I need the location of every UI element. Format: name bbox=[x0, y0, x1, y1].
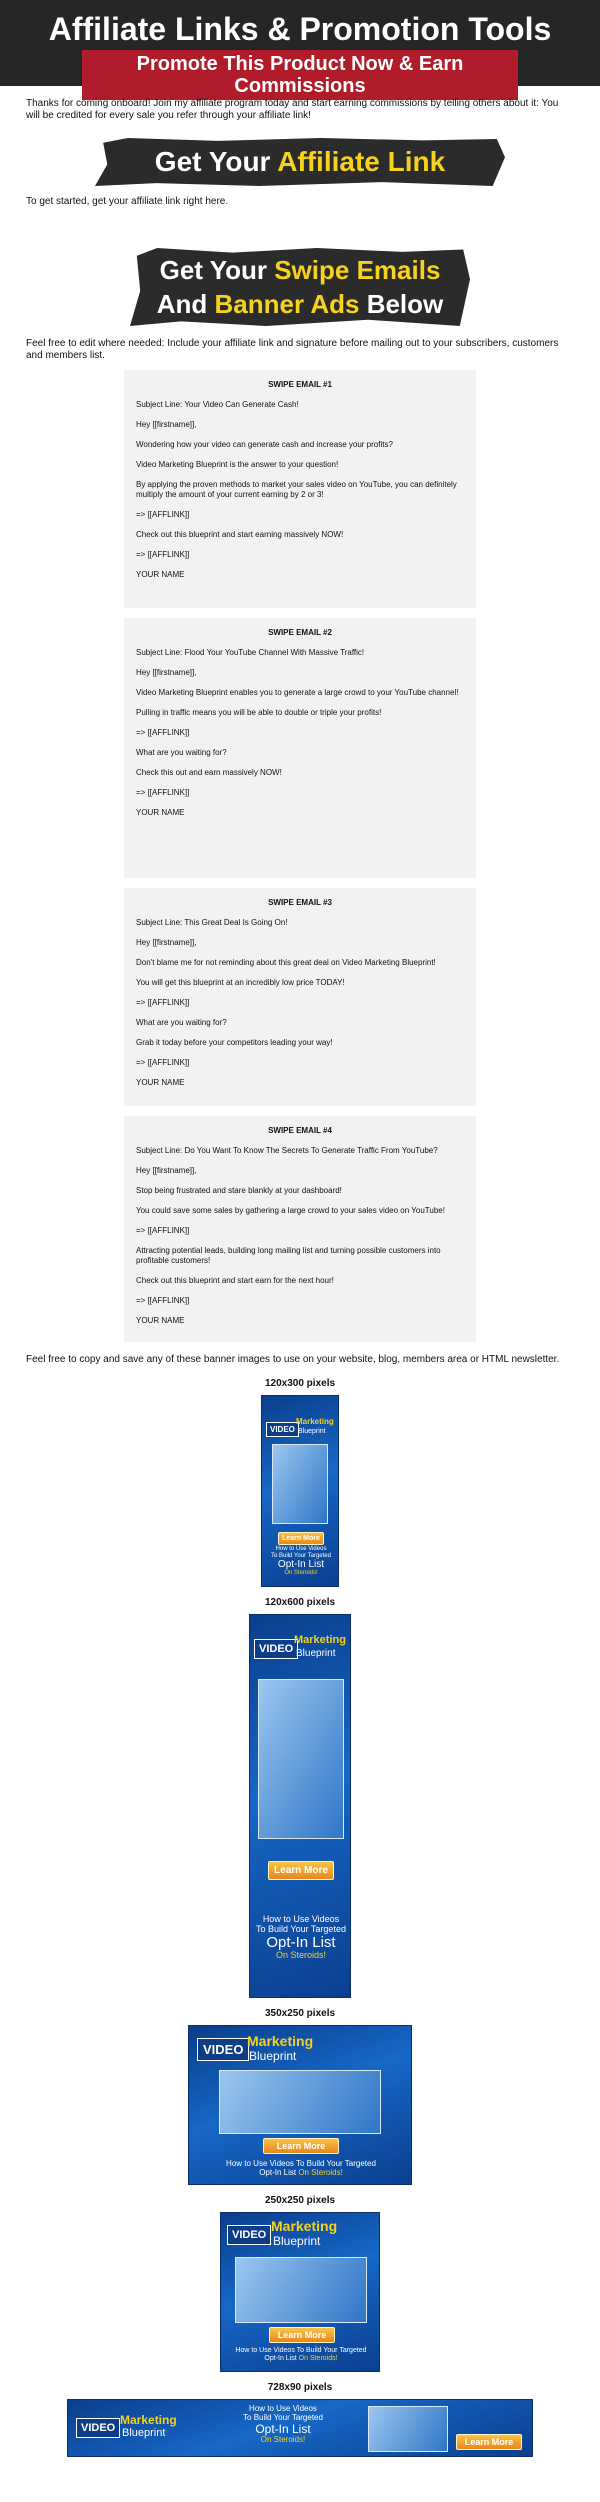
banner-logo: VIDEO bbox=[254, 1639, 298, 1659]
banner-learn-more-button[interactable]: Learn More bbox=[269, 2327, 335, 2343]
banner-learn-more-button[interactable]: Learn More bbox=[456, 2434, 522, 2450]
intro-text: Thanks for coming onboard! Join my affiliate program today and start earning commissions by telling others about it: You will be credited for every sale you refer through your affiliate link! bbox=[26, 98, 559, 121]
swipe-email-3: SWIPE EMAIL #3 Subject Line: This Great Deal Is Going On! Hey [[firstname]], Don't blame me for not reminding about this great deal on Video Marketing Blueprint! You will get this blueprint at an incredibly low price TODAY! => [[AFFLINK]] What are you waiting for? Grab it today before your competitors leading your way! => [[AFFLINK]] YOUR NAME bbox=[124, 888, 476, 1106]
get-started-text: To get started, get your affiliate link right here. bbox=[26, 196, 229, 207]
swipe-email-2: SWIPE EMAIL #2 Subject Line: Flood Your YouTube Channel With Massive Traffic! Hey [[firstname]], Video Marketing Blueprint enables you to generate a large crowd to your YouTube channel! Pulling in traffic means you will be able to double or triple your profits! => [[AFFLINK]] What are you waiting for? Check this out and earn massively NOW! => [[AFFLINK]] YOUR NAME bbox=[124, 618, 476, 878]
page-title: Affiliate Links & Promotion Tools bbox=[48, 11, 552, 47]
banner-marketing-text: Marketing bbox=[247, 2033, 314, 2049]
banner-tagline: How to Use Videos To Build Your Targeted Opt-In List On Steroids! bbox=[226, 2159, 376, 2177]
affiliate-heading-white: Get Your bbox=[154, 146, 278, 177]
banner-marketing-text: Marketing bbox=[120, 2413, 177, 2427]
page-header bbox=[0, 0, 600, 97]
swipe-heading-line1: Get Your Swipe Emails bbox=[159, 255, 441, 285]
banner-caption-350x250: 350x250 pixels bbox=[264, 2008, 336, 2019]
swipe-email-title: SWIPE EMAIL #4 bbox=[268, 1126, 332, 1135]
banner-blueprint-text: Blueprint bbox=[296, 1648, 336, 1659]
swipe-heading bbox=[130, 248, 470, 326]
page-subtitle: Promote This Product Now & Earn Commissions bbox=[82, 50, 518, 100]
banner-logo: VIDEO bbox=[266, 1422, 299, 1437]
banner-tagline: How to Use Videos To Build Your Targeted Opt-In List On Steroids! bbox=[271, 1546, 331, 1577]
banner-caption-250x250: 250x250 pixels bbox=[264, 2195, 336, 2206]
banner-blueprint-text: Blueprint bbox=[122, 2427, 166, 2439]
banner-tagline: How to Use Videos To Build Your Targeted Opt-In List On Steroids! bbox=[235, 2347, 367, 2362]
edit-note-text: Feel free to edit where needed: Include your affiliate link and signature before mailing out to your subscribers, customers and members list. bbox=[26, 338, 559, 361]
swipe-email-title: SWIPE EMAIL #2 bbox=[268, 628, 332, 637]
swipe-email-1: SWIPE EMAIL #1 Subject Line: Your Video Can Generate Cash! Hey [[firstname]], Wondering how your video can generate cash and increase your profits? Video Marketing Blueprint is the answer to your question! By applying the proven methods to market your sales video on YouTube, you can definitely multiply the amount of your current earning by 2 or 3! => [[AFFLINK]] Check out this blueprint and start earning massively NOW! => [[AFFLINK]] YOUR NAME bbox=[124, 370, 476, 608]
banner-120x600[interactable] bbox=[249, 1614, 351, 1998]
affiliate-heading-yellow: Affiliate Link bbox=[277, 146, 446, 177]
banner-product-image bbox=[219, 2070, 381, 2134]
banner-learn-more-button[interactable]: Learn More bbox=[263, 2138, 339, 2154]
affiliate-link-heading bbox=[95, 138, 505, 186]
banner-learn-more-button[interactable]: Learn More bbox=[268, 1861, 334, 1880]
banner-product-image bbox=[235, 2257, 367, 2323]
banner-product-image bbox=[272, 1444, 328, 1524]
banner-350x250[interactable] bbox=[188, 2025, 412, 2185]
banner-marketing-text: Marketing bbox=[271, 2218, 338, 2234]
banner-learn-more-button[interactable]: Learn More bbox=[278, 1532, 324, 1545]
banner-728x90[interactable] bbox=[67, 2399, 533, 2457]
swipe-email-title: SWIPE EMAIL #3 bbox=[268, 898, 332, 907]
banner-caption-728x90: 728x90 pixels bbox=[267, 2382, 333, 2393]
banner-marketing-text: Marketing bbox=[296, 1417, 334, 1426]
banner-120x300[interactable] bbox=[261, 1395, 339, 1587]
banner-blueprint-text: Blueprint bbox=[298, 1428, 326, 1435]
banner-logo: VIDEO bbox=[227, 2225, 271, 2245]
banner-blueprint-text: Blueprint bbox=[249, 2049, 297, 2063]
banner-product-image bbox=[368, 2406, 448, 2452]
banner-250x250[interactable] bbox=[220, 2212, 380, 2372]
banner-logo: VIDEO bbox=[197, 2038, 249, 2061]
banner-note-text: Feel free to copy and save any of these banner images to use on your website, blog, members area or HTML newsletter. bbox=[26, 1354, 560, 1365]
swipe-email-title: SWIPE EMAIL #1 bbox=[268, 380, 332, 389]
banner-logo: VIDEO bbox=[76, 2418, 120, 2438]
banner-product-image bbox=[258, 1679, 344, 1839]
swipe-email-4: SWIPE EMAIL #4 Subject Line: Do You Want To Know The Secrets To Generate Traffic From YouTube? Hey [[firstname]], Stop being frustrated and stare blankly at your dashboard! You could save some sales by gathering a large crowd to your sales video on YouTube! => [[AFFLINK]] Attracting potential leads, building long mailing list and turning possible customers into profitable customers! Check out this blueprint and start earn for the next hour! => [[AFFLINK]] YOUR NAME bbox=[124, 1116, 476, 1342]
banner-tagline: How to Use Videos To Build Your Targeted Opt-In List On Steroids! bbox=[256, 1914, 346, 1961]
banner-caption-120x600: 120x600 pixels bbox=[264, 1597, 336, 1608]
banner-caption-120x300: 120x300 pixels bbox=[264, 1378, 336, 1389]
banner-blueprint-text: Blueprint bbox=[273, 2234, 321, 2248]
banner-marketing-text: Marketing bbox=[294, 1634, 346, 1646]
swipe-heading-line2: And Banner Ads Below bbox=[156, 289, 444, 319]
banner-tagline: How to Use Videos To Build Your Targeted Opt-In List On Steroids! bbox=[243, 2404, 323, 2444]
